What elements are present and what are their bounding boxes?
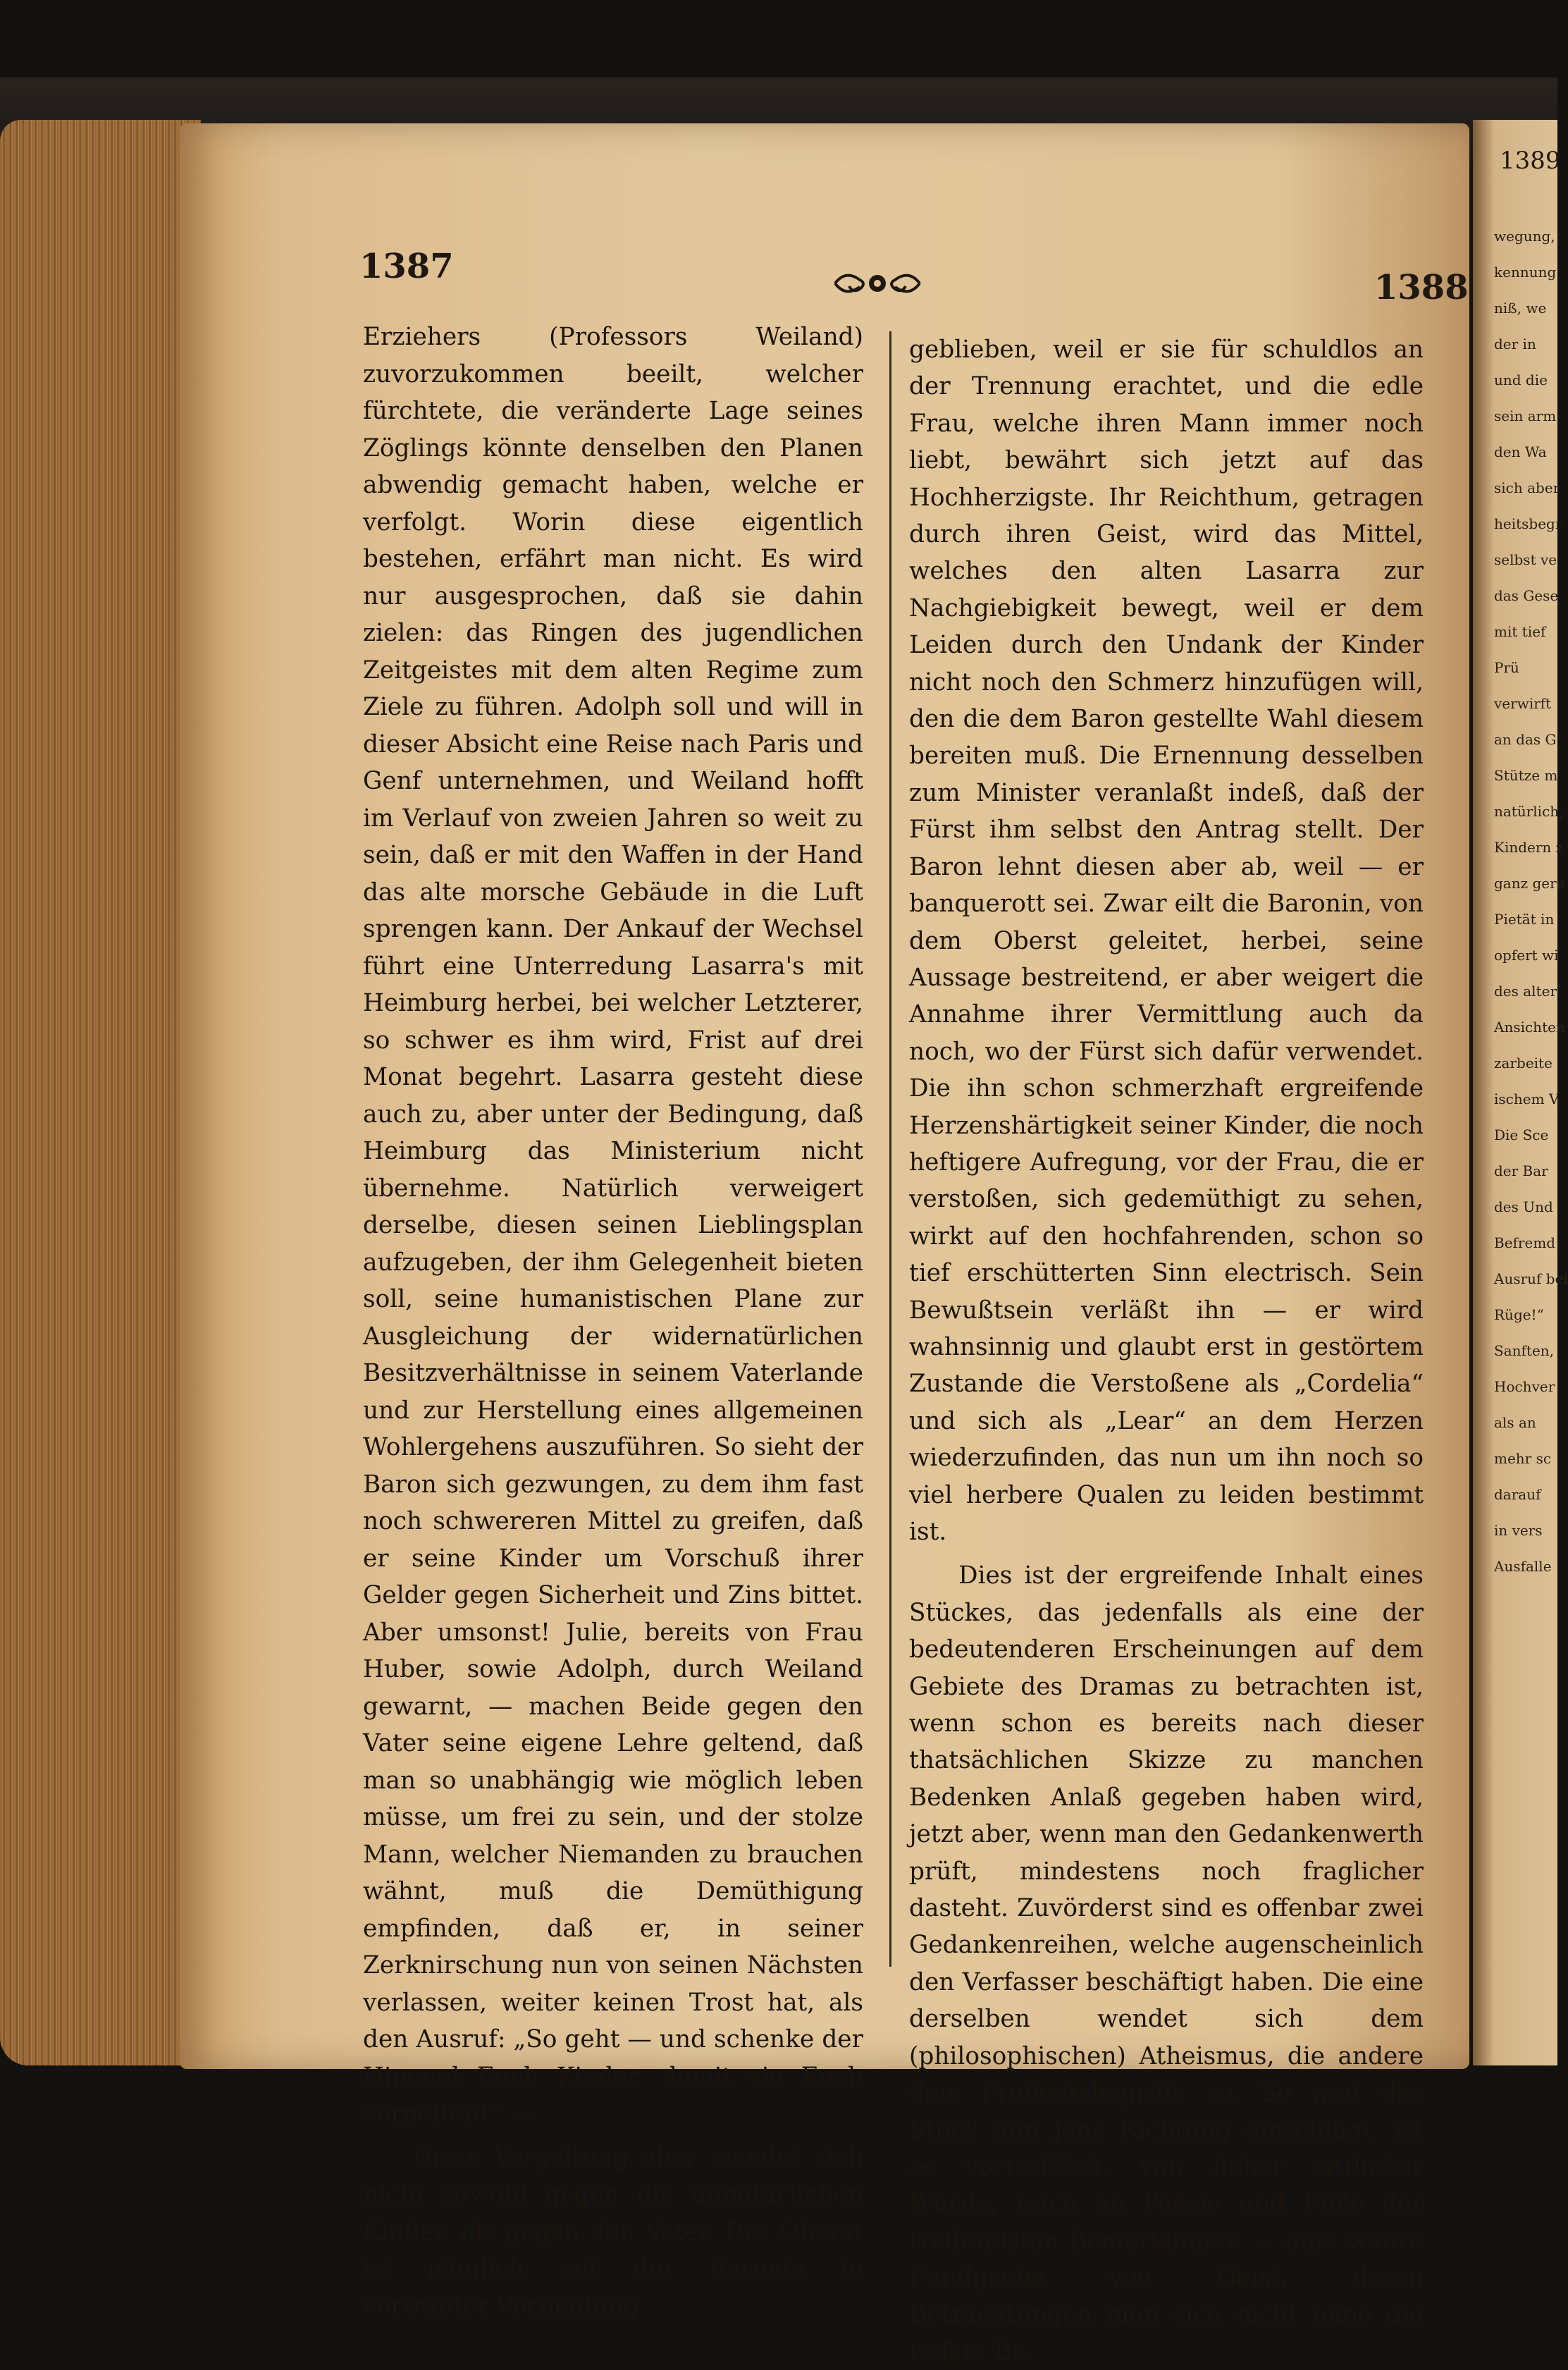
paragraph: Diese Vergeltung aber wendet sich nicht sowohl gegen die unnatürlichen Kinder, als gegen den Vater. Der Oberst ist nämlich mit der Baronin in vertrauter Verbindung: [363, 2143, 863, 2320]
next-page-text-fragments: wegung, kennung niß, we der in und die sein arm den Wa sich aber heitsbegr selbst ve das Gese mit tief Prü verwirft an das G Stütze m natürlich, Kindern z ganz gere Pietät in opfert wi des alter Ansichten zarbeite ischem V Die Sce der Bar des Und Befremd Ausruf bei Rüge!“ Sanften, Hochver als an mehr sc darauf in vers Ausfalle: [1494, 228, 1568, 1575]
text-column-right: [909, 331, 1424, 2366]
page-number-next: 1389: [1500, 147, 1561, 175]
ornament-icon: [828, 262, 927, 305]
paragraph: geblieben, weil er sie für schuldlos an der Trennung erachtet, und die edle Frau, welche ihren Mann immer noch liebt, bewährt sich jetzt auf das Hochherzigste. Ihr Reichthum, getragen durch ihren Geist, wird das Mittel, welches den alten Lasarra zur Nachgiebigkeit bewegt, weil er dem Leiden durch den Undank der Kinder nicht noch den Schmerz hinzufügen will, den die dem Baron gestellte Wahl diesem bereiten muß. Die Ernennung desselben zum Minister veranlaßt indeß, daß der Fürst ihm selbst den Antrag stellt. Der Baron lehnt diesen aber ab, weil — er banquerott sei. Zwar eilt die Baronin, von dem Oberst geleitet, herbei, seine Aussage bestreitend, er aber weigert die Annahme ihrer Vermittlung auch da noch, wo der Fürst sich dafür verwendet. Die ihn schon schmerzhaft ergreifende Herzenshärtigkeit seiner Kinder, die noch heftigere Aufregung, vor der Frau, die er verstoßen, sich gedemüthigt zu sehen, wirkt auf den hochfahrenden, schon so tief erschütterten Sinn electrisch. Sein Bewußtsein verläßt ihn — er wird wahnsinnig und glaubt erst in gestörtem Zustande die Verstoßene als „Cordelia“ und sich als „Lear“ an dem Herzen wiederzufinden, das nun um ihn noch so viel herbere Qualen zu leiden bestimmt ist.: [909, 336, 1424, 1546]
text-column-left: [363, 319, 863, 2320]
paragraph: Erziehers (Professors Weiland) zuvorzukommen beeilt, welcher fürchtete, die veränderte Lage seines Zöglings könnte denselben den Planen abwendig gemacht haben, welche er verfolgt. Worin diese eigentlich bestehen, erfährt man nicht. Es wird nur ausgesprochen, daß sie dahin zielen: das Ringen des jugendlichen Zeitgeistes mit dem alten Regime zum Ziele zu führen. Adolph soll und will in dieser Absicht eine Reise nach Paris und Genf unternehmen, und Weiland hofft im Verlauf von zweien Jahren so weit zu sein, daß er mit den Waffen in der Hand das alte morsche Gebäude in die Luft sprengen kann. Der Ankauf der Wechsel führt eine Unterredung Lasarra's mit Heimburg herbei, bei welcher Letzterer, so schwer es ihm wird, Frist auf drei Monat begehrt. Lasarra gesteht diese auch zu, aber unter der Bedingung, daß Heimburg das Ministerium nicht übernehme. Natürlich verweigert derselbe, diesen seinen Lieblingsplan aufzugeben, der ihm Gelegenheit bieten soll, seine humanistischen Plane zur Ausgleichung der widernatürlichen Besitzverhältnisse in seinem Vaterlande und zur Herstellung eines allgemeinen Wohlergehens auszuführen. So sieht der Baron sich gezwungen, zu dem ihm fast noch schwereren Mittel zu greifen, daß er seine Kinder um Vorschuß ihrer Gelder gegen Sicherheit und Zins bittet. Aber umsonst! Julie, bereits von Frau Huber, sowie Adolph, durch Weiland gewarnt, — machen Beide gegen den Vater seine eigene Lehre geltend, daß man so unabhängig wie möglich leben müsse, um frei zu sein, und der stolze Mann, welcher Niemanden zu brauchen wähnt, muß die Demüthigung empfinden, daß er, in seiner Zerknirschung nun von seinen Nächsten verlassen, weiter keinen Trost hat, als den Ausruf: „So geht — und schenke der Himmel Euch Kinder, damit sie Euch vergelten!“ —: [363, 323, 863, 2128]
paragraph: Dies ist der ergreifende Inhalt eines Stückes, das jedenfalls als eine der bedeutenderen Erscheinungen auf dem Gebiete des Dramas zu betrachten ist, wenn schon es bereits nach dieser thatsächlichen Skizze zu manchen Bedenken Anlaß gegeben haben wird, jetzt aber, wenn man den Gedankenwerth prüft, mindestens noch fraglicher dasteht. Zuvörderst sind es offenbar zwei Gedankenreihen, welche augenscheinlich den Verfasser beschäftigt haben. Die eine derselben wendet sich dem (philosophischen) Atheismus, die andere dem Freiheitsbegriffe zu. So weit das Stück nun jene Richtung einschlägt, ist es vortrefflich, von hoher sittlicher Würde, reich an Poesie und Fülle der treffendsten Bemerkungen — eine wahre Fundgrube von Geist, deren Betrachtungen man sich nicht ohne die tiefste Be-: [909, 1561, 1424, 2366]
page-edges: [0, 120, 201, 2065]
column-divider: [889, 331, 891, 1967]
page-number-left: 1387: [359, 247, 454, 286]
page-number-right: 1388: [1374, 268, 1469, 307]
